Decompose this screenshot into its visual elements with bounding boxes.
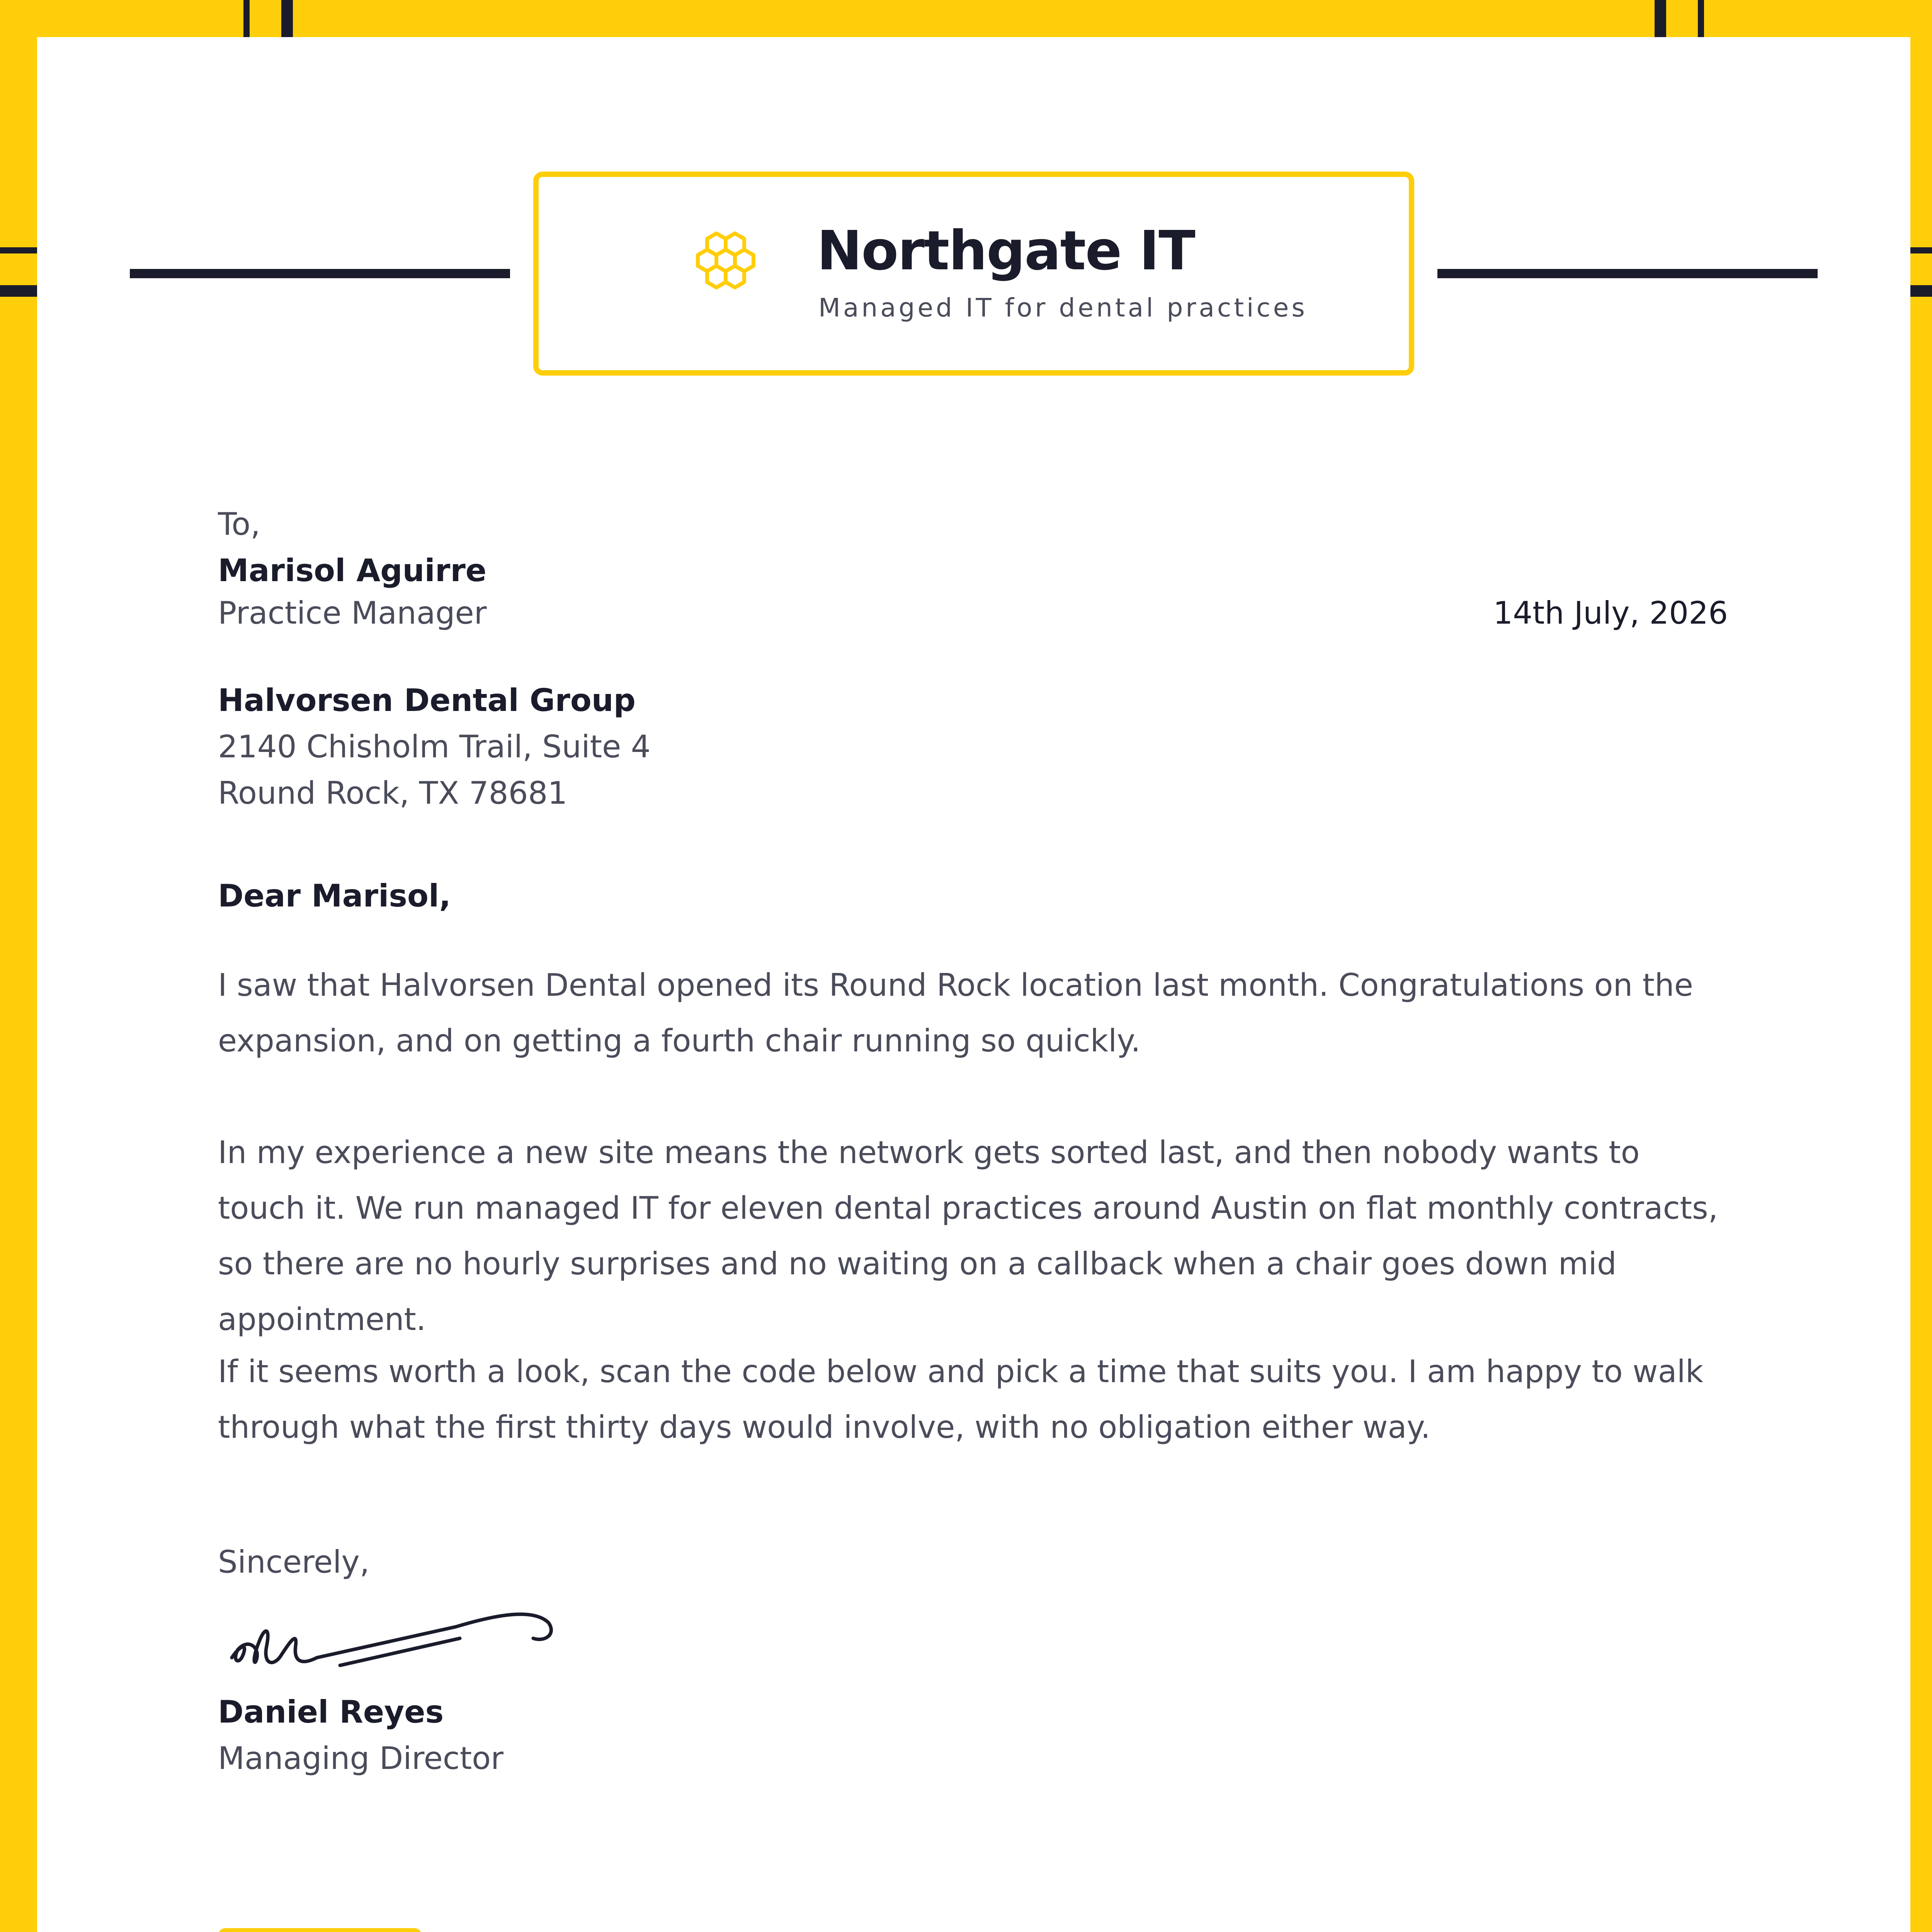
recipient-address-line2: Round Rock, TX 78681: [218, 775, 568, 811]
brand-tagline: Managed IT for dental practices: [818, 293, 1308, 323]
booking-qr-code[interactable]: [218, 1928, 422, 1932]
greeting: Dear Marisol,: [218, 878, 451, 914]
handwritten-signature: [224, 1600, 572, 1685]
honeycomb-logo-icon: [682, 227, 774, 320]
body-paragraph-3: If it seems worth a look, scan the code below and pick a time that suits you. I am happy to walk through what the first thirty days would involve, with no obligation either way.: [218, 1354, 1704, 1445]
header-rule-left: [130, 269, 510, 278]
signer-title: Managing Director: [218, 1740, 504, 1776]
recipient-prefix: To,: [218, 506, 260, 542]
signer-name: Daniel Reyes: [218, 1694, 444, 1730]
recipient-address-line1: 2140 Chisholm Trail, Suite 4: [218, 729, 651, 765]
recipient-name: Marisol Aguirre: [218, 553, 487, 588]
letterhead-logo-box: [533, 172, 1414, 376]
recipient-title: Practice Manager: [218, 595, 487, 631]
valediction: Sincerely,: [218, 1544, 370, 1580]
recipient-company: Halvorsen Dental Group: [218, 682, 636, 718]
brand-name: Northgate IT: [817, 219, 1195, 282]
body-paragraph-1: I saw that Halvorsen Dental opened its Round Rock location last month. Congratulations on the expansion, and on getting a fourth chair running so quickly.: [218, 967, 1694, 1059]
body-paragraph-2: In my experience a new site means the network gets sorted last, and then nobody wants to touch it. We run managed IT for eleven dental practices around Austin on flat monthly contracts, so there are no hourly surprises and no waiting on a callback when a chair goes down mid appointment.: [218, 1134, 1718, 1337]
header-rule-right: [1437, 269, 1818, 278]
letter-date: 14th July, 2026: [1493, 595, 1728, 631]
